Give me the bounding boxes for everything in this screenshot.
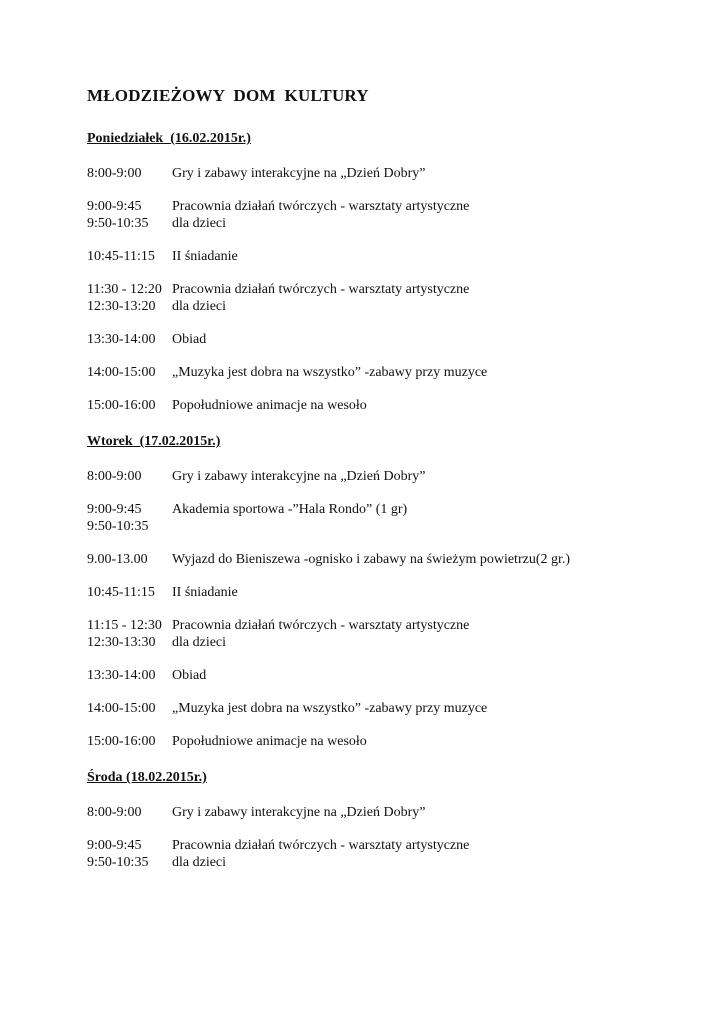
schedule-row — [87, 667, 697, 684]
time-range: 12:30-13:30 — [87, 635, 156, 650]
time-range: 14:00-15:00 — [87, 701, 156, 716]
schedule-row — [87, 584, 697, 601]
activity-description: Pracownia działań twórczych - warsztaty artystyczne — [172, 282, 470, 297]
schedule-row — [87, 733, 697, 750]
time-range: 15:00-16:00 — [87, 734, 156, 749]
time-range: 9:00-9:45 — [87, 199, 142, 214]
activity-description: Obiad — [172, 668, 207, 683]
day-section — [87, 769, 697, 871]
activity-description: dla dzieci — [172, 635, 227, 650]
activity-description: Gry i zabawy interakcyjne na „Dzień Dobry” — [172, 166, 426, 181]
activity-description: „Muzyka jest dobra na wszystko” -zabawy przy muzyce — [172, 701, 488, 716]
schedule-entry — [87, 397, 697, 414]
schedule-entry — [87, 700, 697, 717]
schedule-entry — [87, 165, 697, 182]
time-range: 9:00-9:45 — [87, 838, 142, 853]
schedule-row — [87, 854, 697, 871]
time-range: 13:30-14:00 — [87, 332, 156, 347]
schedule-entry — [87, 468, 697, 485]
schedule-entry — [87, 248, 697, 265]
activity-description: Gry i zabawy interakcyjne na „Dzień Dobry” — [172, 805, 426, 820]
schedule-row — [87, 198, 697, 215]
activity-description: „Muzyka jest dobra na wszystko” -zabawy przy muzyce — [172, 365, 488, 380]
activity-description — [172, 518, 697, 535]
activity-description: Wyjazd do Bieniszewa -ognisko i zabawy na świeżym powietrzu(2 gr.) — [172, 552, 571, 567]
schedule-days — [87, 130, 697, 871]
schedule-entry — [87, 804, 697, 821]
schedule-row — [87, 364, 697, 381]
day-heading: Poniedziałek (16.02.2015r.) — [87, 131, 251, 146]
day-section — [87, 433, 697, 750]
schedule-entry — [87, 331, 697, 348]
schedule-row — [87, 397, 697, 414]
time-range: 10:45-11:15 — [87, 585, 155, 600]
time-range: 11:15 - 12:30 — [87, 618, 162, 633]
schedule-row — [87, 634, 697, 651]
time-range: 11:30 - 12:20 — [87, 282, 162, 297]
activity-description: Obiad — [172, 332, 207, 347]
day-heading: Środa (18.02.2015r.) — [87, 770, 207, 785]
time-range: 12:30-13:20 — [87, 299, 156, 314]
activity-description: dla dzieci — [172, 855, 227, 870]
schedule-entry — [87, 281, 697, 315]
document-title: MŁODZIEŻOWY DOM KULTURY — [87, 86, 369, 105]
time-range: 15:00-16:00 — [87, 398, 156, 413]
time-range: 9.00-13.00 — [87, 552, 148, 567]
activity-description: Pracownia działań twórczych - warsztaty artystyczne — [172, 618, 470, 633]
activity-description: II śniadanie — [172, 249, 238, 264]
activity-description: Popołudniowe animacje na wesoło — [172, 734, 367, 749]
activity-description: Pracownia działań twórczych - warsztaty artystyczne — [172, 838, 470, 853]
schedule-row — [87, 281, 697, 298]
schedule-row — [87, 551, 697, 568]
activity-description: Akademia sportowa -”Hala Rondo” (1 gr) — [172, 502, 408, 517]
schedule-row — [87, 215, 697, 232]
schedule-row — [87, 248, 697, 265]
schedule-entry — [87, 837, 697, 871]
schedule-row — [87, 165, 697, 182]
activity-description: II śniadanie — [172, 585, 238, 600]
schedule-row — [87, 331, 697, 348]
schedule-entry — [87, 501, 697, 535]
day-heading: Wtorek (17.02.2015r.) — [87, 434, 221, 449]
time-range: 10:45-11:15 — [87, 249, 155, 264]
schedule-row — [87, 837, 697, 854]
day-section — [87, 130, 697, 414]
activity-description: Popołudniowe animacje na wesoło — [172, 398, 367, 413]
schedule-entry — [87, 584, 697, 601]
schedule-row — [87, 617, 697, 634]
schedule-entry — [87, 551, 697, 568]
schedule-entry — [87, 733, 697, 750]
time-range: 13:30-14:00 — [87, 668, 156, 683]
schedule-row — [87, 298, 697, 315]
schedule-entry — [87, 667, 697, 684]
schedule-entry — [87, 364, 697, 381]
time-range: 9:50-10:35 — [87, 216, 149, 231]
time-range: 8:00-9:00 — [87, 166, 142, 181]
schedule-row — [87, 804, 697, 821]
schedule-row — [87, 700, 697, 717]
activity-description: dla dzieci — [172, 299, 227, 314]
activity-description: Pracownia działań twórczych - warsztaty artystyczne — [172, 199, 470, 214]
schedule-entry — [87, 198, 697, 232]
schedule-row — [87, 518, 697, 535]
time-range: 8:00-9:00 — [87, 469, 142, 484]
time-range: 9:50-10:35 — [87, 519, 149, 534]
activity-description: dla dzieci — [172, 216, 227, 231]
time-range: 9:00-9:45 — [87, 502, 142, 517]
document-page — [87, 86, 697, 890]
schedule-row — [87, 468, 697, 485]
activity-description: Gry i zabawy interakcyjne na „Dzień Dobry” — [172, 469, 426, 484]
schedule-entry — [87, 617, 697, 651]
time-range: 14:00-15:00 — [87, 365, 156, 380]
schedule-row — [87, 501, 697, 518]
time-range: 9:50-10:35 — [87, 855, 149, 870]
time-range: 8:00-9:00 — [87, 805, 142, 820]
